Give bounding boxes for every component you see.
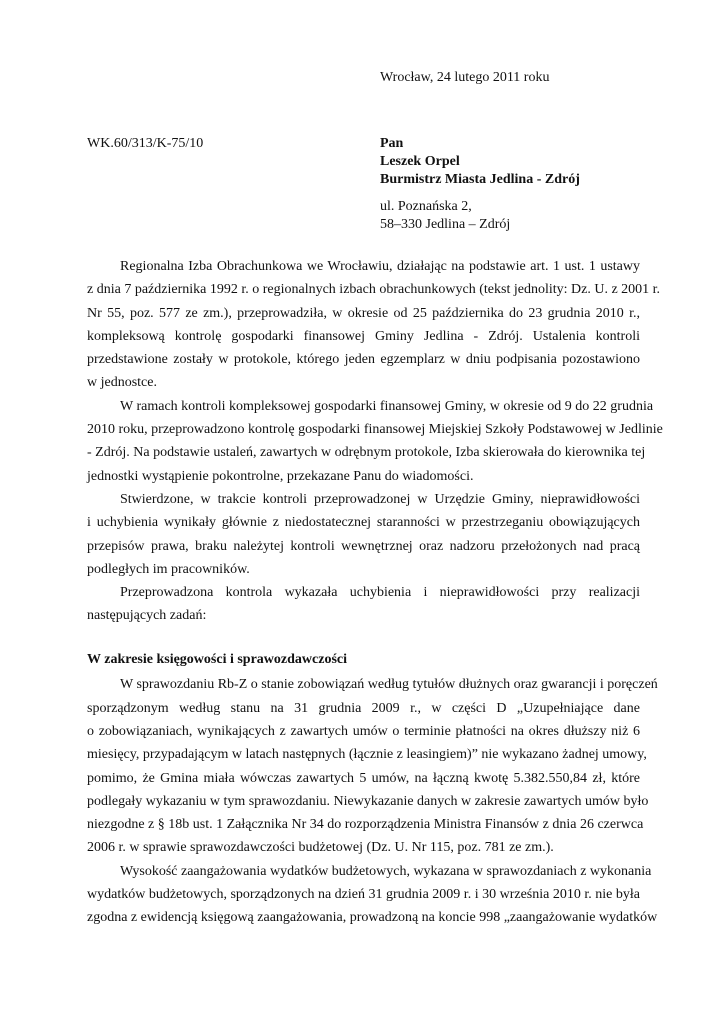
paragraph-3-line: Stwierdzone, w trakcie kontroli przeprowadzonej w Urzędzie Gminy, nieprawidłowości — [120, 492, 640, 507]
paragraph-4-line: następujących zadań: — [87, 608, 207, 623]
paragraph-3-line: i uchybienia wynikały głównie z niedostatecznej staranności w przestrzeganiu obowiązujących — [87, 515, 640, 530]
paragraph-2-line: - Zdrój. Na podstawie ustaleń, zawartych w odrębnym protokole, Izba skierowała do kierownika tej — [87, 445, 646, 460]
place-and-date: Wrocław, 24 lutego 2011 roku — [380, 70, 550, 85]
paragraph-2-line: W ramach kontroli kompleksowej gospodarki finansowej Gminy, w okresie od 9 do 22 grudnia — [120, 399, 654, 414]
paragraph-5-line: W sprawozdaniu Rb-Z o stanie zobowiązań według tytułów dłużnych oraz gwarancji i poręczeń — [120, 677, 658, 692]
paragraph-6-line: wydatków budżetowych, sporządzonych na dzień 31 grudnia 2009 r. i 30 września 2010 r. nie była — [87, 887, 640, 902]
paragraph-6-line: Wysokość zaangażowania wydatków budżetowych, wykazana w sprawozdaniach z wykonania — [120, 864, 652, 879]
paragraph-5-line: miesięcy, przypadającym w latach następnych (łącznie z leasingiem)” nie wykazano żadnej umowy, — [87, 747, 647, 762]
paragraph-1-line: kompleksową kontrolę gospodarki finansowej Gminy Jedlina - Zdrój. Ustalenia kontroli — [87, 329, 640, 344]
paragraph-1-line: z dnia 7 października 1992 r. o regionalnych izbach obrachunkowych (tekst jednolity: Dz. U. z 2001 r. — [87, 282, 661, 297]
paragraph-5-line: niezgodne z § 18b ust. 1 Załącznika Nr 34 do rozporządzenia Ministra Finansów z dnia 26 czerwca — [87, 817, 644, 832]
paragraph-2-line: 2010 roku, przeprowadzono kontrolę gospodarki finansowej Miejskiej Szkoły Podstawowej w Jedlinie — [87, 422, 663, 437]
paragraph-1-line: Nr 55, poz. 577 ze zm.), przeprowadziła, w okresie od 25 października do 23 grudnia 2010 r., — [87, 306, 640, 321]
paragraph-3-line: przepisów prawa, braku należytej kontroli wewnętrznej oraz nadzoru przełożonych nad pracą — [87, 539, 640, 554]
paragraph-1-line: w jednostce. — [87, 375, 157, 390]
paragraph-2-line: jednostki wystąpienie pokontrolne, przekazane Panu do wiadomości. — [87, 469, 474, 484]
paragraph-5-line: podlegały wykazaniu w tym sprawozdaniu. Niewykazanie danych w zakresie zawartych umów było — [87, 794, 649, 809]
paragraph-5-line: sporządzonym według stanu na 31 grudnia 2009 r., w części D „Uzupełniające dane — [87, 701, 640, 716]
paragraph-4-line: Przeprowadzona kontrola wykazała uchybienia i nieprawidłowości przy realizacji — [120, 585, 640, 600]
paragraph-1-line: przedstawione zostały w protokole, którego jeden egzemplarz w dniu podpisania pozostawiono — [87, 352, 640, 367]
paragraph-5-line: 2006 r. w sprawie sprawozdawczości budżetowej (Dz. U. Nr 115, poz. 781 ze zm.). — [87, 840, 554, 855]
paragraph-6-line: zgodna z ewidencją księgową zaangażowania, prowadzoną na koncie 998 „zaangażowanie wydatków — [87, 910, 658, 925]
paragraph-5-line: pomimo, że Gmina miała wówczas zawartych 5 umów, na łączną kwotę 5.382.550,84 zł, które — [87, 771, 640, 786]
recipient-city: 58–330 Jedlina – Zdrój — [380, 217, 511, 232]
recipient-title: Burmistrz Miasta Jedlina - Zdrój — [380, 172, 580, 187]
recipient-salutation: Pan — [380, 136, 404, 151]
reference-number: WK.60/313/K-75/10 — [87, 136, 204, 151]
paragraph-1-line: Regionalna Izba Obrachunkowa we Wrocławiu, działając na podstawie art. 1 ust. 1 ustawy — [120, 259, 640, 274]
paragraph-5-line: o zobowiązaniach, wynikających z zawartych umów o terminie płatności na okres dłuższy niż 6 — [87, 724, 640, 739]
paragraph-3-line: podległych im pracowników. — [87, 562, 250, 577]
recipient-street: ul. Poznańska 2, — [380, 199, 472, 214]
section-heading: W zakresie księgowości i sprawozdawczości — [87, 652, 348, 667]
recipient-name: Leszek Orpel — [380, 154, 460, 169]
